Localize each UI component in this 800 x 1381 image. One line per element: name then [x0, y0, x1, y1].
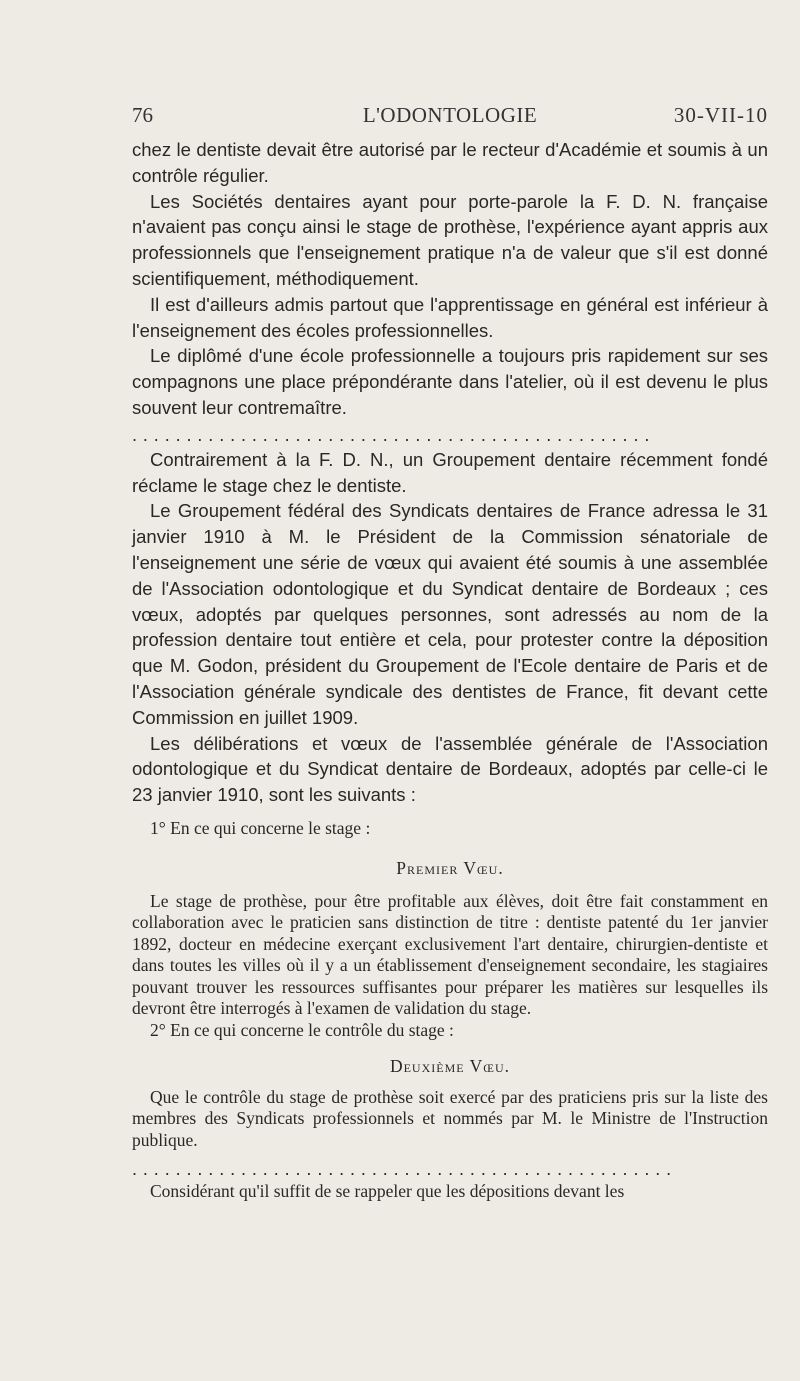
journal-title: L'ODONTOLOGIE [362, 103, 538, 127]
section-heading-2: Deuxième Vœu. [389, 1055, 511, 1076]
section-heading-1: Premier Vœu. [396, 857, 504, 878]
page-number: 76 [132, 103, 153, 127]
running-header [132, 103, 768, 133]
paragraph-4: Le diplômé d'une école professionnelle a toujours pris rapidement sur ses compagnons une place prépondérante dans l'atelier, où il est devenu le plus souvent leur contremaître. [132, 345, 768, 418]
paragraph-1: chez le dentiste devait être autorisé par le recteur d'Académie et soumis à un contrôle régulier. [132, 139, 768, 186]
wish-1-text: Le stage de prothèse, pour être profitable aux élèves, doit être fait constamment en collaboration avec le praticien sans distinction de titre : dentiste patenté du 1er janvier 1892, docteur en médecine exerçant exclusivement l'art dentaire, chirurgien-dentiste et dans toutes les villes où il y a un établissement d'enseignement secondaire, les stagiaires pouvant trouver les ressources suffisantes pour préparer les matières sur lesquelles ils devront être interrogés à l'examen de validation du stage. [132, 890, 768, 1019]
ellipsis-divider-2: .................................................. [132, 1159, 678, 1180]
list-item-2: 2° En ce qui concerne le contrôle du stage : [150, 1020, 454, 1041]
paragraph-5: Contrairement à la F. D. N., un Groupement dentaire récemment fondé réclame le stage chez le dentiste. [132, 448, 768, 496]
paragraph-6: Le Groupement fédéral des Syndicats dentaires de France adressa le 31 janvier 1910 à M. le Président de la Commission sénatoriale de l'enseignement une série de vœux qui avaient été soumis à une assemblée de l'Association odontologique et du Syndicat dentaire de Bordeaux ; ces vœux, adoptés par quelques personnes, sont adressés au nom de la profession dentaire tout entière et cela, pour protester contre la déposition que M. Godon, président du Groupement de l'Ecole dentaire de Paris et de l'Association générale syndicale des dentistes de France, fit devant cette Commission en juillet 1909. [132, 500, 768, 728]
paragraph-2: Les Sociétés dentaires ayant pour porte-parole la F. D. N. française n'avaient pas conçu ainsi le stage de prothèse, l'expérience ayant appris aux professionnels que l'enseignement pratique n'a de valeur que s'il est donné scientifiquement, méthodiquement. [132, 190, 768, 289]
paragraph-3: Il est d'ailleurs admis partout que l'apprentissage en général est inférieur à l'enseignement des écoles professionnelles. [132, 293, 768, 341]
paragraph-7: Les délibérations et vœux de l'assemblée générale de l'Association odontologique et du Syndicat dentaire de Bordeaux, adoptés par celle-ci le 23 janvier 1910, sont les suivants : [132, 732, 768, 806]
issue-date: 30-VII-10 [673, 103, 768, 127]
paragraph-8: Considérant qu'il suffit de se rappeler que les dépositions devant les [150, 1181, 625, 1202]
list-item-1: 1° En ce qui concerne le stage : [150, 817, 371, 838]
ellipsis-divider-1: ................................................ [132, 424, 656, 445]
page-body [132, 137, 768, 1203]
wish-2-text: Que le contrôle du stage de prothèse soit exercé par des praticiens pris sur la liste des membres des Syndicats professionnels et nommés par M. le Ministre de l'Instruction publique. [132, 1086, 768, 1150]
